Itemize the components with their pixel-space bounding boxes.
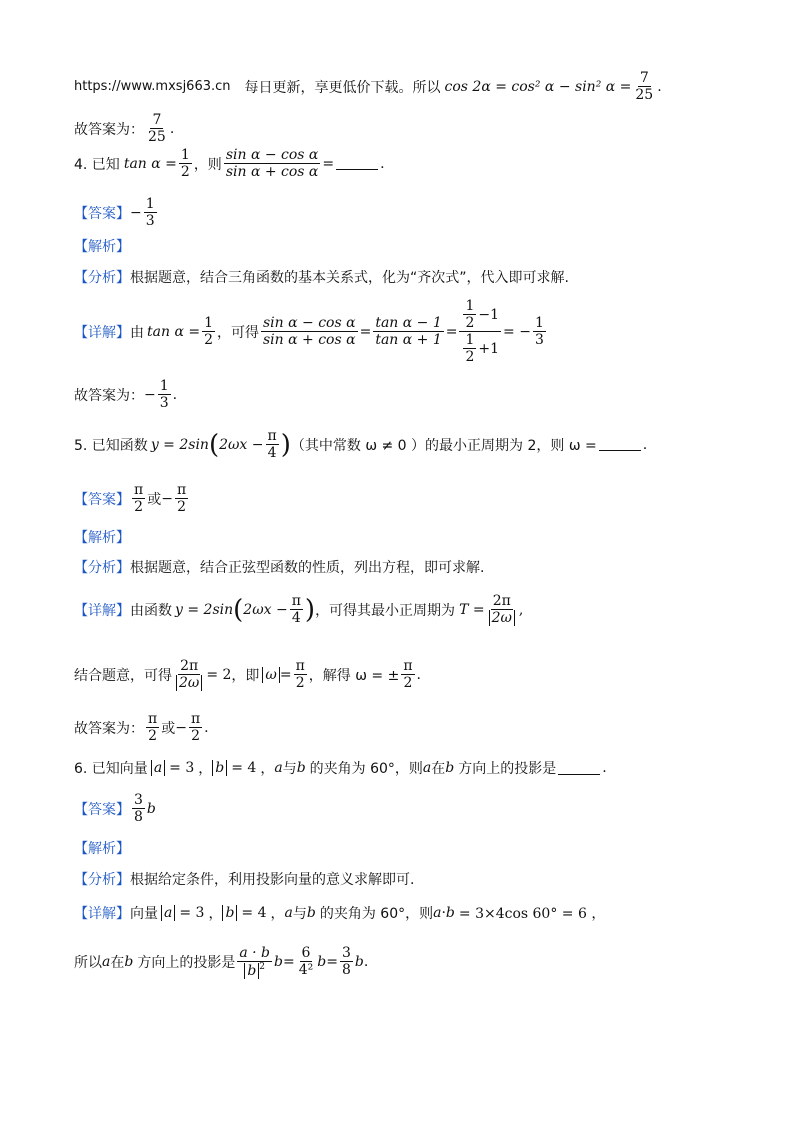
- q3-num: 7: [639, 70, 649, 86]
- q4-analysis-tag: 【解析】: [74, 239, 130, 255]
- q6-analysis: [74, 838, 130, 858]
- q6-proj-frac1: $\frac{a \cdot b}{b ^2}$: [239, 945, 270, 979]
- q6-question: 6. 已知向量 a = 3 ， b = 4 ， a 与 b 的夹角为 60°，则 a 在 b 方向上的投影是 .: [74, 760, 607, 777]
- q5-result-den: 2: [403, 675, 413, 692]
- q5-detail-func: y = 2sin: [175, 601, 234, 618]
- q5-combine-den: 2ω: [176, 675, 202, 691]
- q6-proj-three: 3: [341, 945, 351, 962]
- q6-so-b: b: [124, 953, 134, 970]
- q6-detail-dot: = 3×4cos 60° = 6 ，: [458, 906, 606, 922]
- q4-detail-f1: [261, 315, 358, 348]
- q6-abs-a: a: [151, 760, 165, 776]
- q5-ans-frac1: $\frac{\pi}{2}$: [134, 482, 144, 516]
- q6-detail-abs-b: b: [222, 905, 237, 921]
- q6-vec-a: a: [274, 760, 283, 776]
- q5-blank: [599, 438, 641, 451]
- q5-detail-pi-num: π: [291, 593, 301, 609]
- q4-label: 4. 已知: [74, 156, 120, 173]
- q6-method-tag: 【分析】: [74, 872, 130, 888]
- q4-detail-f2-den: tan α + 1: [375, 332, 442, 349]
- q4-blank: [336, 157, 378, 170]
- q5-pi-den: 4: [267, 445, 277, 462]
- q6-answer: [74, 792, 156, 825]
- q5-detail-prefix: 由函数: [130, 602, 172, 619]
- q6-and: 与: [282, 761, 297, 777]
- q4-detail-half: $\frac{1}{2}$: [204, 315, 213, 349]
- q5-final-or: 或: [161, 720, 176, 737]
- q4-then: ，则: [193, 156, 222, 173]
- q6-vec-b: b: [296, 760, 306, 776]
- q6-detail-vec-a: a: [284, 905, 293, 921]
- q3-final-num: 7: [152, 112, 162, 128]
- q5-final-frac2: $\frac{\pi}{2}$: [190, 711, 201, 745]
- q4-analysis: [74, 236, 130, 256]
- q3-final-frac: [146, 112, 168, 145]
- q3-final-prefix: 故答案为：: [74, 121, 144, 138]
- q4-ans-num: 1: [145, 196, 155, 212]
- q5-arg: 2ωx −: [219, 436, 264, 453]
- q5-detail-mid: ，可得其最小正周期为: [315, 602, 456, 619]
- q5-cond: （其中常数 ω ≠ 0 ）的最小正周期为 2，则 ω =: [290, 437, 597, 454]
- q5-label: 5. 已知函数: [74, 437, 148, 454]
- q6-answer-tag: 【答案】: [74, 801, 130, 818]
- q4-detail-result-num: 1: [534, 315, 544, 332]
- q4-detail-mid: ，可得: [217, 324, 259, 341]
- q5-final: 故答案为： $\frac{\pi}{2}$ 或 − $\frac{\pi}{2}$ .: [74, 711, 209, 745]
- q6-detail-vec-b: b: [306, 905, 316, 921]
- q5-detail-period: [487, 593, 517, 626]
- q6-proj-four-sq: 4²: [298, 962, 314, 979]
- q6-vec-a2: a: [422, 760, 432, 776]
- header-line: https://www.mxsj663.cn 每日更新，享更低价下载。 所以 cos 2α = cos² α − sin² α = $\frac{7}{25}$ .: [74, 70, 662, 104]
- q3-den: 25: [635, 87, 654, 104]
- q4-given-frac: $\frac{1}{2}$: [180, 147, 190, 181]
- q4-method-text: 根据题意，结合三角函数的基本关系式，化为“齐次式”，代入即可求解.: [130, 270, 569, 286]
- q4-answer-tag: 【答案】: [74, 205, 130, 222]
- q5-analysis-tag: 【解析】: [74, 530, 130, 546]
- q4-detail-f1-den: sin α + cos α: [263, 332, 356, 349]
- q4-final-prefix: 故答案为：: [74, 387, 144, 404]
- q5-final-prefix: 故答案为：: [74, 720, 144, 737]
- q6-in: 在: [431, 761, 446, 777]
- q6-ans-den: 8: [134, 809, 143, 826]
- q5-detail: 【详解】 由函数 y = 2sin ( 2ωx − $\frac{\pi}{4}$ ) ，可得其最小正周期为 T = $\frac{2\pi}{2\omega}$ ,: [74, 593, 524, 627]
- q5-question: 5. 已知函数 y = 2sin ( 2ωx − $\frac{\pi}{4}$ ) （其中常数 ω ≠ 0 ）的最小正周期为 2，则 ω = .: [74, 428, 648, 462]
- q6-so: 所以: [74, 954, 102, 971]
- q5-answer-tag: 【答案】: [74, 491, 130, 508]
- q6-detail-eq3: = 3: [179, 905, 205, 921]
- q5-method-tag: 【分析】: [74, 560, 130, 576]
- q4-fden: sin α + cos α: [225, 164, 319, 181]
- q6-analysis-tag: 【解析】: [74, 841, 130, 857]
- site-notice: 每日更新，享更低价下载。: [244, 79, 413, 96]
- q6-proj-six: 6: [301, 945, 311, 962]
- q5-combine-num: 2π: [180, 658, 199, 674]
- q6-angle: 的夹角为 60°，则: [309, 761, 423, 777]
- q4-answer: [74, 196, 159, 229]
- q5-combine-solve: ，解得 ω = ±: [308, 667, 400, 684]
- q6-detail-abs-a: a: [161, 905, 175, 921]
- q5-pi-num: π: [267, 428, 277, 444]
- q4-detail-given: tan α =: [147, 323, 201, 340]
- q6-vec-b2: b: [445, 760, 455, 776]
- q5-answer: 【答案】 $\frac{\pi}{2}$ 或 − $\frac{\pi}{2}$: [74, 482, 187, 516]
- q6-detail-eq4: = 4: [241, 905, 267, 921]
- q3-fraction: [633, 70, 655, 103]
- q5-combine: 结合题意，可得 $\frac{2\pi}{2\omega}$ = 2 ，即 ω = $\frac{\pi}{2}$ ，解得 ω = ± $\frac{\pi}{2}$ .: [74, 658, 421, 692]
- q5-period-den: 2ω: [489, 610, 515, 626]
- q3-equation: cos 2α = cos² α − sin² α =: [444, 78, 632, 95]
- q6-label: 6. 已知向量: [74, 761, 148, 777]
- q4-detail-f1-num: sin α − cos α: [263, 315, 356, 332]
- q6-blank: [558, 762, 600, 775]
- q4-method-tag: 【分析】: [74, 270, 130, 286]
- q3-final: 故答案为： $\frac{7}{25}$ .: [74, 112, 175, 146]
- q5-ans-or: 或: [147, 491, 162, 508]
- q6-so-in: 在: [110, 954, 125, 971]
- q6-ans-frac: [132, 792, 145, 825]
- q4-detail-result-den: 3: [534, 332, 544, 349]
- q6-detail-angle: 的夹角为 60°，则: [319, 906, 434, 922]
- q4-final: 故答案为： − $\frac{1}{3}$ .: [74, 378, 178, 412]
- q6-ans-b: b: [146, 800, 156, 817]
- q6-conclusion: 所以 a 在 b 方向上的投影是 $\frac{a \cdot b}{b ^2}$ b = $\frac{6}{\text{4²}}$ b = $\frac{3}{8}$ b .: [74, 945, 369, 979]
- q5-method: [74, 557, 484, 577]
- q5-period-num: 2π: [492, 593, 511, 609]
- q5-method-text: 根据题意，结合正弦型函数的性质，列出方程，即可求解.: [130, 560, 485, 576]
- q4-ans-den: 3: [145, 213, 155, 230]
- q6-proj-b2: b: [317, 953, 327, 970]
- q6-proj-frac3: [340, 945, 353, 978]
- q6-eq4: = 4: [231, 760, 257, 776]
- q4-detail-f2: [373, 315, 443, 348]
- q4-detail-result: [533, 315, 546, 348]
- q4-ans-frac: [144, 196, 157, 229]
- q5-combine-text: 结合题意，可得: [74, 667, 172, 684]
- q6-ans-num: 3: [134, 792, 143, 808]
- q6-method-text: 根据给定条件，利用投影向量的意义求解即可.: [130, 872, 415, 888]
- q5-combine-pi2: $\frac{\pi}{2}$: [295, 658, 305, 692]
- q6-dir: 方向上的投影是: [458, 761, 557, 777]
- q4-method: [74, 267, 569, 287]
- q4-ans-sign: −: [130, 204, 142, 221]
- q6-method: [74, 869, 414, 889]
- q5-detail-arg: 2ωx −: [243, 601, 288, 618]
- q6-proj-b1: b: [274, 953, 283, 970]
- q5-func: y = 2sin: [150, 436, 209, 453]
- q6-eq3: = 3: [169, 760, 195, 776]
- q5-detail-pi4: [290, 593, 303, 626]
- q4-detail-tag: 【详解】: [74, 324, 130, 341]
- q4-detail-f3: $\frac{1}{2}$ −1 $\frac{1}{2}$ +1: [459, 298, 501, 365]
- q4-given: tan α =: [123, 155, 177, 172]
- q6-detail-prefix: 向量: [130, 906, 158, 922]
- q5-detail-pi-den: 4: [291, 610, 301, 627]
- q4-fraction: [224, 147, 321, 180]
- q5-combine-then: ，即: [231, 667, 260, 684]
- q5-analysis: [74, 527, 130, 547]
- q4-final-den: 3: [159, 395, 169, 412]
- q4-question: 4. 已知 tan α = $\frac{1}{2}$ ，则 $\frac{\text{sin α − cos α}}{\text{sin α + cos α}}$ = .: [74, 147, 385, 181]
- q4-detail-prefix: 由: [130, 324, 144, 341]
- site-url: https://www.mxsj663.cn: [74, 79, 231, 95]
- q3-so: 所以: [412, 79, 441, 96]
- q5-detail-tag: 【详解】: [74, 602, 130, 619]
- q5-abs-omega: ω: [262, 667, 279, 683]
- q4-final-num: 1: [159, 378, 169, 394]
- q5-final-frac1: $\frac{\pi}{2}$: [148, 711, 158, 745]
- q6-so-proj: 方向上的投影是: [137, 954, 236, 971]
- q6-so-a: a: [102, 953, 111, 970]
- q6-detail-dot-a: a: [433, 905, 442, 921]
- q5-combine-eq: = 2: [206, 666, 232, 683]
- q5-ans-frac2: $\frac{\pi}{2}$: [176, 482, 187, 516]
- q6-proj-frac2: [297, 945, 316, 978]
- q3-final-den: 25: [148, 129, 166, 146]
- q6-detail-dot-b: b: [445, 905, 455, 921]
- q5-detail-T: T =: [459, 601, 485, 618]
- q5-combine-result: $\frac{\pi}{2}$: [403, 658, 413, 692]
- q4-detail-f2-num: tan α − 1: [375, 315, 442, 332]
- q6-proj-b3: b: [354, 953, 364, 970]
- q4-fnum: sin α − cos α: [225, 147, 319, 163]
- q5-combine-frac: [174, 658, 204, 691]
- q6-abs-b: b: [212, 760, 227, 776]
- q5-pi4: [266, 428, 279, 461]
- q4-detail: 【详解】 由 tan α = $\frac{1}{2}$ ，可得 $\frac{\text{sin α − cos α}}{\text{sin α + cos α}}$ = $\frac{\text{tan α − 1}}{\text{tan α + 1}}$ = $\frac{1}{2}$ −1 $\frac{1}{2}$ +1 = − $\frac{1}{3}$: [74, 298, 544, 366]
- q4-final-frac: [158, 378, 171, 411]
- q6-proj-eight: 8: [341, 962, 351, 979]
- q6-detail: 【详解】 向量 a = 3 ， b = 4 ， a 与 b 的夹角为 60°，则 a · b = 3×4cos 60° = 6 ，: [74, 905, 606, 922]
- q6-detail-tag: 【详解】: [74, 906, 130, 922]
- q6-detail-and: 与: [292, 906, 307, 922]
